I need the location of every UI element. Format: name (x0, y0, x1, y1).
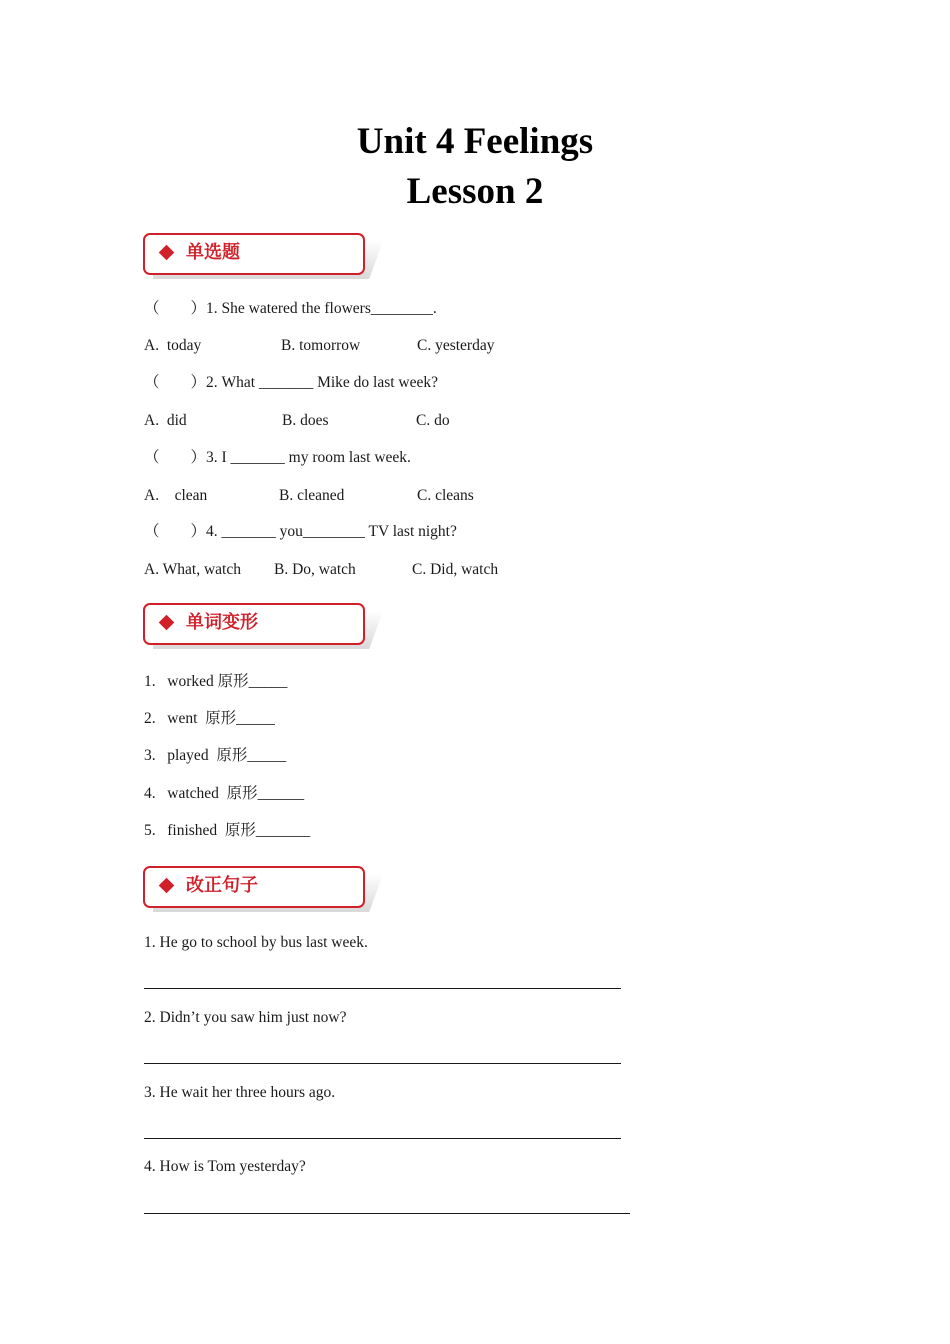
option-c: C. Did, watch (412, 561, 499, 578)
question-stem: （ ）4. _______ you________ TV last night? (144, 523, 457, 540)
section-header-word-forms (143, 603, 383, 651)
sentence-item: 4. How is Tom yesterday? (144, 1158, 306, 1175)
option-a: A. did (144, 412, 187, 429)
question-stem: （ ）1. She watered the flowers________. (144, 300, 437, 317)
section-heading: 单词变形 (186, 612, 258, 633)
option-b: B. does (282, 412, 329, 429)
list-item: 1. worked 原形_____ (144, 673, 288, 690)
option-b: B. cleaned (279, 487, 345, 504)
option-a: A. What, watch (144, 561, 241, 578)
section-heading: 改正句子 (186, 875, 258, 896)
question-stem: （ ）2. What _______ Mike do last week? (144, 374, 439, 391)
answer-line (144, 1138, 621, 1139)
question-stem: （ ）3. I _______ my room last week. (144, 449, 411, 466)
answer-line (144, 988, 621, 989)
section-header-single-choice (143, 233, 383, 281)
page-subtitle: Lesson 2 (406, 171, 544, 212)
list-item: 4. watched 原形______ (144, 785, 305, 802)
option-c: C. cleans (417, 487, 474, 504)
option-a: A. today (144, 337, 202, 354)
option-c: C. do (416, 412, 450, 429)
section-heading: 单选题 (186, 242, 240, 263)
sentence-item: 1. He go to school by bus last week. (144, 934, 368, 951)
section-header-correct-sentences (143, 866, 383, 914)
page-title: Unit 4 Feelings (356, 121, 594, 162)
list-item: 2. went 原形_____ (144, 710, 275, 727)
answer-line (144, 1063, 621, 1064)
option-b: B. Do, watch (274, 561, 356, 578)
list-item: 5. finished 原形_______ (144, 822, 311, 839)
option-c: C. yesterday (417, 337, 495, 354)
sentence-item: 2. Didn’t you saw him just now? (144, 1009, 347, 1026)
list-item: 3. played 原形_____ (144, 747, 287, 764)
answer-line (144, 1213, 630, 1214)
option-b: B. tomorrow (281, 337, 361, 354)
sentence-item: 3. He wait her three hours ago. (144, 1084, 336, 1101)
option-a: A. clean (144, 487, 208, 504)
